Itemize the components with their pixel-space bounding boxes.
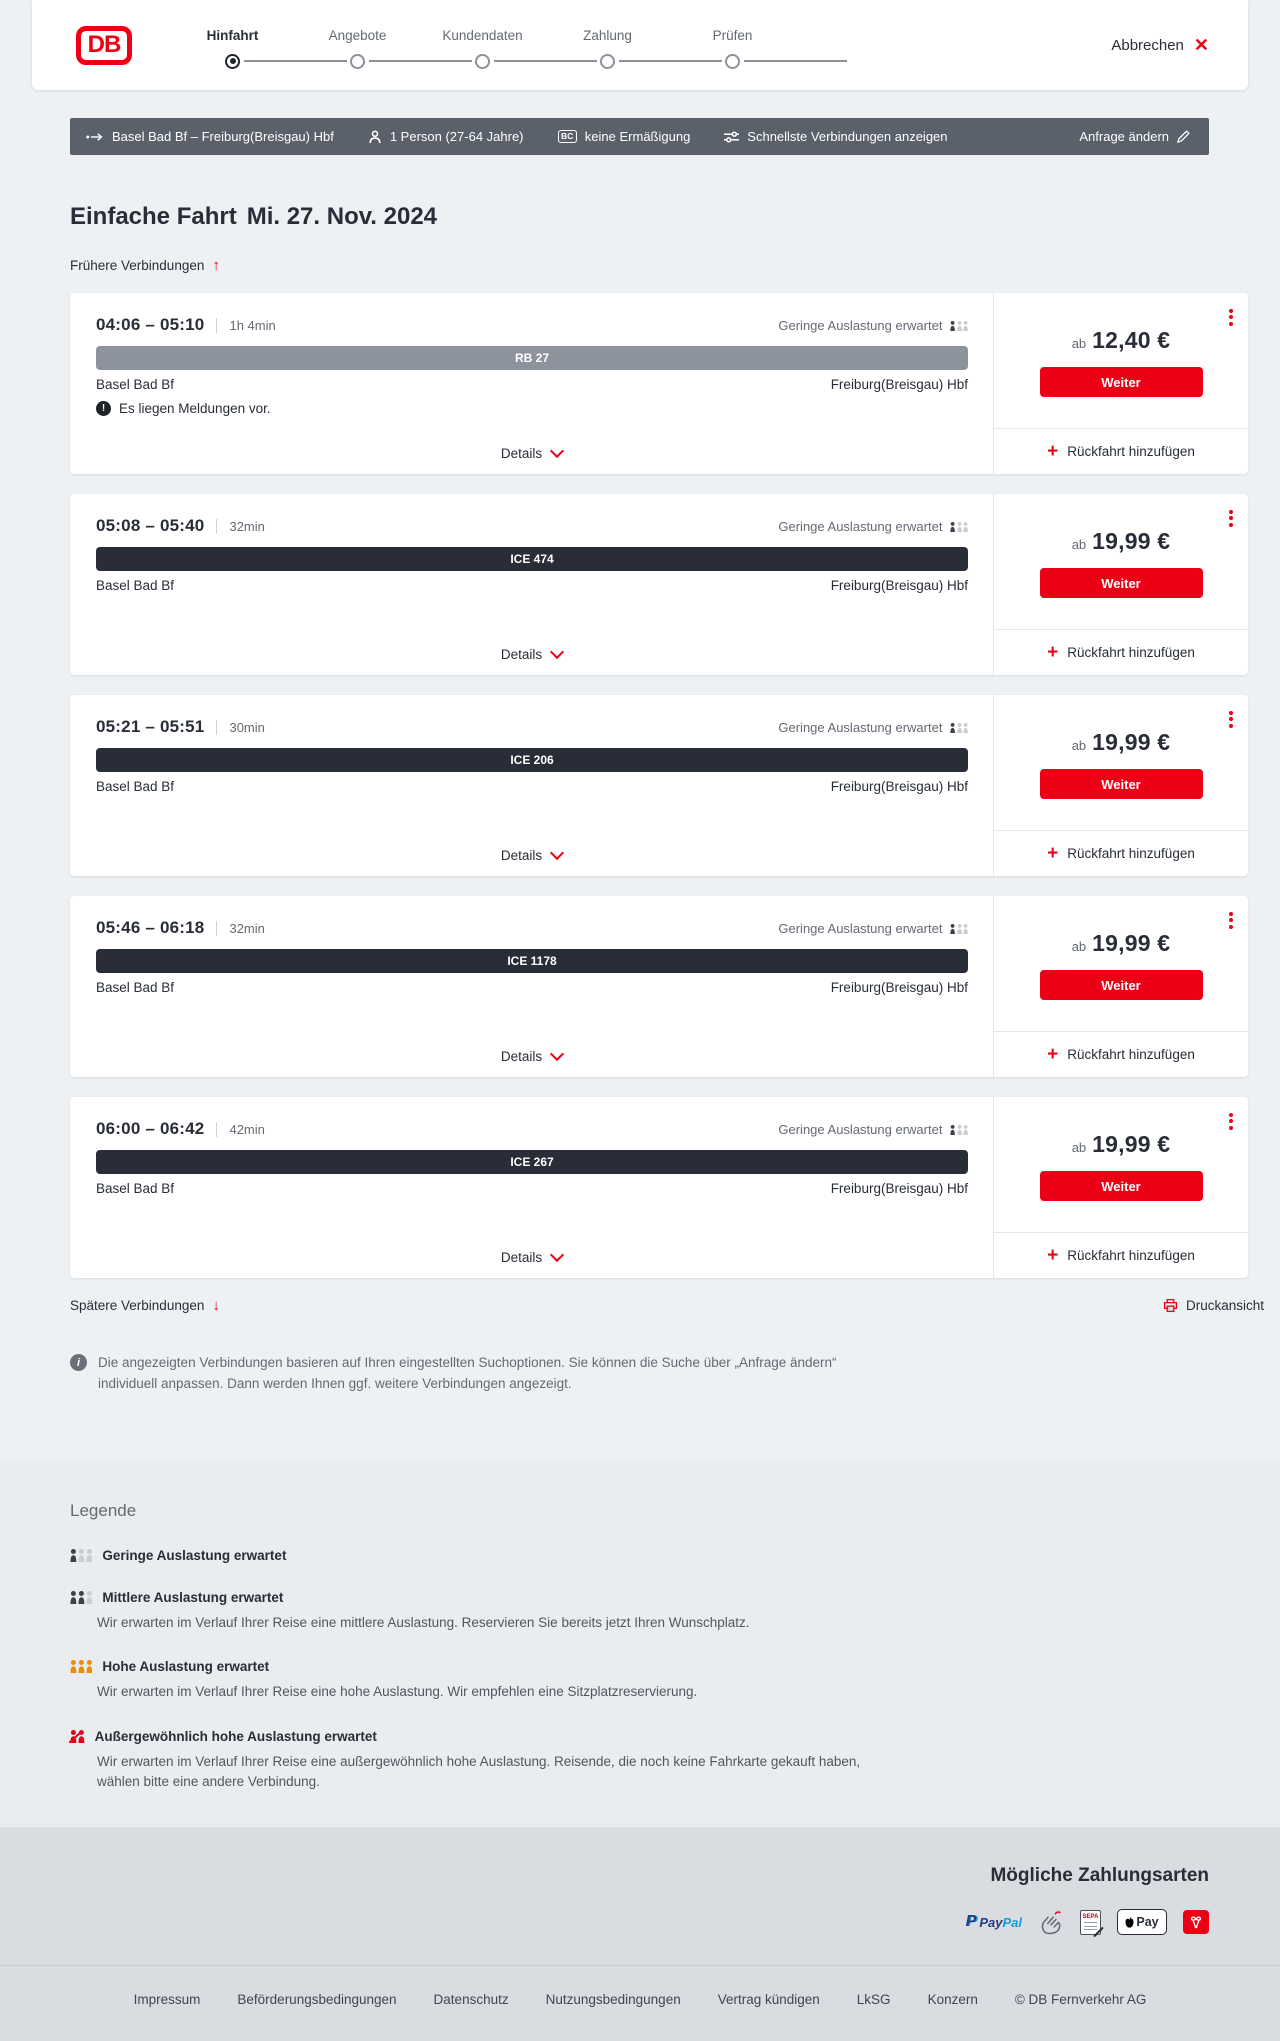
stations-row xyxy=(96,980,968,995)
details-label: Details xyxy=(500,1250,543,1265)
connection-card xyxy=(70,293,1248,474)
occupancy-indicator xyxy=(778,1122,968,1137)
price-amount: 19,99 € xyxy=(1092,528,1171,554)
connection-header-row xyxy=(96,717,968,737)
discount-label: keine Ermäßigung xyxy=(584,129,691,144)
stations-row xyxy=(96,779,968,794)
payments-title: Mögliche Zahlungsarten xyxy=(990,1865,1209,1887)
stations-row xyxy=(96,578,968,593)
price-block xyxy=(994,1131,1248,1158)
plus-icon: + xyxy=(1047,843,1059,864)
chevron-down-icon xyxy=(550,1248,564,1262)
db-voucher-icon xyxy=(1183,1910,1209,1934)
cancel-button[interactable] xyxy=(1111,36,1209,54)
apple-logo-icon xyxy=(1125,1917,1134,1928)
note-text: Die angezeigten Verbindungen basieren auf Ihren eingestellten Suchoptionen. Sie können die Suche über „Anfrage ändern“ individuell anpassen. Dann werden Ihnen ggf. weitere Verbindungen angezeigt. xyxy=(98,1355,837,1391)
train-number-label: ICE 1178 xyxy=(507,954,557,968)
step-label: Zahlung xyxy=(583,27,632,43)
stepper-step[interactable] xyxy=(170,26,295,69)
price-prefix: ab xyxy=(1071,1140,1087,1155)
step-label: Kundendaten xyxy=(442,27,523,43)
sliders-icon xyxy=(724,131,739,143)
destination-station: Freiburg(Breisgau) Hbf xyxy=(830,377,968,392)
price-amount: 19,99 € xyxy=(1092,729,1171,755)
legend-item xyxy=(70,1590,1210,1633)
occupancy-indicator xyxy=(778,720,968,735)
occupancy-icon xyxy=(950,723,968,733)
continue-button[interactable]: Weiter xyxy=(1040,769,1203,799)
fastest-connections-toggle[interactable] xyxy=(724,129,947,144)
details-toggle[interactable] xyxy=(70,647,993,662)
legend-item xyxy=(70,1548,1210,1563)
train-segment-bar[interactable] xyxy=(96,949,968,973)
occupancy-indicator xyxy=(778,921,968,936)
legend-label: Mittlere Auslastung erwartet xyxy=(102,1589,284,1605)
person-icon xyxy=(368,130,382,144)
connection-duration: 32min xyxy=(229,519,265,534)
add-return-button[interactable] xyxy=(994,831,1248,876)
step-label: Prüfen xyxy=(712,27,753,43)
footer-link[interactable]: Datenschutz xyxy=(433,1992,509,2008)
connection-card xyxy=(70,695,1248,876)
legend-title: Legende xyxy=(70,1500,137,1520)
occupancy-label: Geringe Auslastung erwartet xyxy=(778,720,943,735)
occupancy-icon xyxy=(70,1730,85,1743)
divider xyxy=(216,1122,217,1137)
price-panel xyxy=(993,293,1248,474)
footer-link[interactable]: Impressum xyxy=(133,1992,201,2008)
one-way-icon xyxy=(86,132,104,142)
occupancy-label: Geringe Auslastung erwartet xyxy=(778,921,943,936)
cancel-label: Abbrechen xyxy=(1111,36,1184,54)
connection-duration: 30min xyxy=(229,720,265,735)
price-amount: 19,99 € xyxy=(1092,930,1171,956)
add-return-label: Rückfahrt hinzufügen xyxy=(1067,444,1195,459)
price-block xyxy=(994,528,1248,555)
payments-section xyxy=(0,1827,1280,1965)
step-circle-icon xyxy=(600,54,615,69)
occupancy-icon xyxy=(950,522,968,532)
add-return-button[interactable] xyxy=(994,1233,1248,1278)
connection-time: 06:00 – 06:42 xyxy=(96,1119,205,1138)
step-circle-icon xyxy=(725,54,740,69)
connection-card xyxy=(70,1097,1248,1278)
legend-description: Wir erwarten im Verlauf Ihrer Reise eine außergewöhnlich hohe Auslastung. Reisende, die noch keine Fahrkarte gekauft haben, wählen bitte eine andere Verbindung. xyxy=(97,1753,861,1789)
divider xyxy=(216,519,217,534)
print-view-label: Druckansicht xyxy=(1185,1298,1264,1313)
divider xyxy=(216,720,217,735)
footer-link[interactable]: Nutzungsbedingungen xyxy=(545,1992,681,2008)
legend-item xyxy=(70,1729,1210,1791)
details-label: Details xyxy=(500,1049,543,1064)
connection-header-row xyxy=(96,918,968,938)
add-return-label: Rückfahrt hinzufügen xyxy=(1067,1047,1195,1062)
copyright: © DB Fernverkehr AG xyxy=(1014,1992,1147,2008)
print-view-button[interactable] xyxy=(1163,1298,1264,1313)
stepper-step[interactable] xyxy=(545,26,670,69)
details-toggle[interactable] xyxy=(70,446,993,461)
add-return-button[interactable] xyxy=(994,630,1248,675)
connection-time: 04:06 – 05:10 xyxy=(96,315,205,334)
fastest-label: Schnellste Verbindungen anzeigen xyxy=(747,129,948,144)
close-icon: ✕ xyxy=(1193,35,1209,55)
step-circle-icon xyxy=(350,54,365,69)
passengers-summary[interactable] xyxy=(368,129,524,144)
kebab-menu-icon[interactable] xyxy=(1227,907,1235,933)
train-number-label: ICE 267 xyxy=(510,1155,554,1169)
destination-station: Freiburg(Breisgau) Hbf xyxy=(830,578,968,593)
plus-icon: + xyxy=(1047,1245,1059,1266)
occupancy-indicator xyxy=(778,519,968,534)
connection-header-row xyxy=(96,1119,968,1139)
footer xyxy=(0,1965,1280,2041)
continue-button[interactable]: Weiter xyxy=(1040,970,1203,1000)
divider xyxy=(216,921,217,936)
results-content xyxy=(70,203,1264,1459)
destination-station: Freiburg(Breisgau) Hbf xyxy=(830,980,968,995)
connection-header-row xyxy=(96,516,968,536)
price-block xyxy=(994,327,1248,354)
checkout-header xyxy=(32,0,1248,90)
continue-button[interactable]: Weiter xyxy=(1040,367,1203,397)
price-prefix: ab xyxy=(1071,537,1087,552)
occupancy-indicator xyxy=(778,318,968,333)
price-amount: 12,40 € xyxy=(1092,327,1171,353)
step-label: Hinfahrt xyxy=(206,27,259,43)
kebab-menu-icon[interactable] xyxy=(1227,304,1235,330)
occupancy-icon xyxy=(950,321,968,331)
price-prefix: ab xyxy=(1071,939,1087,954)
legend-label: Geringe Auslastung erwartet xyxy=(102,1547,287,1563)
change-request-button[interactable] xyxy=(1079,129,1190,144)
train-number-label: ICE 474 xyxy=(510,552,554,566)
origin-station: Basel Bad Bf xyxy=(96,779,175,794)
price-block xyxy=(994,930,1248,957)
details-label: Details xyxy=(500,446,543,461)
occupancy-icon xyxy=(950,1125,968,1135)
change-request-label: Anfrage ändern xyxy=(1079,129,1169,144)
occupancy-icon xyxy=(70,1660,92,1673)
earlier-connections-button[interactable] xyxy=(70,258,220,273)
stepper-step[interactable] xyxy=(295,26,420,69)
chevron-down-icon xyxy=(550,1047,564,1061)
legend-item xyxy=(70,1659,1210,1702)
later-row xyxy=(70,1297,1264,1314)
stepper-step[interactable] xyxy=(420,26,545,69)
sepa-direct-debit-icon: SEPA xyxy=(1080,1910,1101,1935)
checkout-stepper xyxy=(170,26,795,69)
discount-summary[interactable] xyxy=(558,129,691,144)
info-icon: i xyxy=(70,1354,87,1371)
legend-label: Hohe Auslastung erwartet xyxy=(102,1659,270,1675)
notice-row xyxy=(96,401,968,416)
invoice-hand-icon xyxy=(1038,1909,1064,1935)
kebab-menu-icon[interactable] xyxy=(1227,1108,1235,1134)
add-return-button[interactable] xyxy=(994,429,1248,474)
arrow-down-icon: ↓ xyxy=(212,1297,220,1314)
stations-row xyxy=(96,1181,968,1196)
price-panel xyxy=(993,695,1248,876)
continue-button[interactable]: Weiter xyxy=(1040,1171,1203,1201)
search-summary-bar xyxy=(70,118,1209,155)
price-prefix: ab xyxy=(1071,336,1087,351)
connection-time: 05:08 – 05:40 xyxy=(96,516,205,535)
bahncard-icon: BC xyxy=(558,130,577,143)
details-toggle[interactable] xyxy=(70,848,993,863)
connection-time: 05:46 – 06:18 xyxy=(96,918,205,937)
add-return-label: Rückfahrt hinzufügen xyxy=(1067,846,1195,861)
chevron-down-icon xyxy=(550,444,564,458)
legend-description: Wir erwarten im Verlauf Ihrer Reise eine mittlere Auslastung. Reservieren Sie bereits jetzt Ihren Wunschplatz. xyxy=(97,1614,750,1630)
connection-main xyxy=(70,896,993,1077)
destination-station: Freiburg(Breisgau) Hbf xyxy=(830,1181,968,1196)
connection-header-row xyxy=(96,315,968,335)
payment-methods xyxy=(71,1909,1209,1935)
plus-icon: + xyxy=(1047,642,1059,663)
train-number-label: ICE 206 xyxy=(510,753,554,767)
price-panel xyxy=(993,896,1248,1077)
connection-duration: 32min xyxy=(229,921,265,936)
details-label: Details xyxy=(500,647,543,662)
kebab-menu-icon[interactable] xyxy=(1227,706,1235,732)
divider xyxy=(216,318,217,333)
connection-time: 05:21 – 05:51 xyxy=(96,717,205,736)
pencil-icon xyxy=(1177,130,1190,143)
printer-icon xyxy=(1163,1298,1178,1313)
db-logo: DB xyxy=(76,26,132,65)
origin-station: Basel Bad Bf xyxy=(96,578,175,593)
origin-station: Basel Bad Bf xyxy=(96,980,175,995)
paypal-icon: P PayPal xyxy=(965,1913,1022,1931)
occupancy-icon xyxy=(950,924,968,934)
connection-main xyxy=(70,293,993,474)
step-circle-icon xyxy=(475,54,490,69)
connection-card xyxy=(70,896,1248,1077)
later-connections-button[interactable] xyxy=(70,1298,220,1313)
chevron-down-icon xyxy=(550,645,564,659)
train-segment-bar[interactable] xyxy=(96,1150,968,1174)
chevron-down-icon xyxy=(550,846,564,860)
occupancy-label: Geringe Auslastung erwartet xyxy=(778,318,943,333)
connection-duration: 1h 4min xyxy=(229,318,276,333)
train-segment-bar[interactable] xyxy=(96,346,968,370)
trip-date: Mi. 27. Nov. 2024 xyxy=(246,203,438,230)
route-summary[interactable] xyxy=(86,129,334,144)
destination-station: Freiburg(Breisgau) Hbf xyxy=(830,779,968,794)
search-options-note xyxy=(70,1353,1248,1459)
step-circle-icon xyxy=(225,54,240,69)
details-toggle[interactable] xyxy=(70,1049,993,1064)
page-title xyxy=(70,203,1248,231)
details-toggle[interactable] xyxy=(70,1250,993,1265)
apple-pay-icon: Pay xyxy=(1117,1909,1167,1935)
connection-main xyxy=(70,1097,993,1278)
arrow-up-icon: ↑ xyxy=(212,257,220,274)
plus-icon: + xyxy=(1047,1044,1059,1065)
train-segment-bar[interactable] xyxy=(96,748,968,772)
legend-label: Außergewöhnlich hohe Auslastung erwartet xyxy=(94,1728,377,1744)
connection-card xyxy=(70,494,1248,675)
stepper-step[interactable] xyxy=(670,26,795,69)
price-panel xyxy=(993,1097,1248,1278)
add-return-label: Rückfahrt hinzufügen xyxy=(1067,1248,1195,1263)
price-prefix: ab xyxy=(1071,738,1087,753)
plus-icon: + xyxy=(1047,441,1059,462)
later-connections-label: Spätere Verbindungen xyxy=(70,1298,205,1313)
add-return-label: Rückfahrt hinzufügen xyxy=(1067,645,1195,660)
origin-station: Basel Bad Bf xyxy=(96,377,175,392)
footer-link[interactable]: LkSG xyxy=(856,1992,891,2008)
stations-row xyxy=(96,377,968,392)
alert-icon: ! xyxy=(96,401,111,416)
train-number-label: RB 27 xyxy=(514,351,549,365)
footer-link[interactable]: Beförderungsbedingungen xyxy=(237,1992,397,2008)
footer-link[interactable]: Vertrag kündigen xyxy=(717,1992,820,2008)
add-return-button[interactable] xyxy=(994,1032,1248,1077)
trip-type: Einfache Fahrt xyxy=(70,203,237,230)
continue-button[interactable]: Weiter xyxy=(1040,568,1203,598)
connection-duration: 42min xyxy=(229,1122,265,1137)
occupancy-icon xyxy=(70,1549,92,1562)
origin-station: Basel Bad Bf xyxy=(96,1181,175,1196)
train-segment-bar[interactable] xyxy=(96,547,968,571)
price-block xyxy=(994,729,1248,756)
route-label: Basel Bad Bf – Freiburg(Breisgau) Hbf xyxy=(112,129,334,144)
step-label: Angebote xyxy=(328,27,387,43)
occupancy-label: Geringe Auslastung erwartet xyxy=(778,1122,943,1137)
footer-link[interactable]: Konzern xyxy=(927,1992,978,2008)
legend-section xyxy=(0,1459,1280,1827)
details-label: Details xyxy=(500,848,543,863)
kebab-menu-icon[interactable] xyxy=(1227,505,1235,531)
price-panel xyxy=(993,494,1248,675)
notice-text: Es liegen Meldungen vor. xyxy=(119,401,271,416)
legend-description: Wir erwarten im Verlauf Ihrer Reise eine hohe Auslastung. Wir empfehlen eine Sitzplatzreservierung. xyxy=(97,1684,698,1700)
passengers-label: 1 Person (27-64 Jahre) xyxy=(389,129,524,144)
connection-main xyxy=(70,695,993,876)
earlier-connections-label: Frühere Verbindungen xyxy=(70,258,205,273)
connection-main xyxy=(70,494,993,675)
connections-list xyxy=(70,293,1248,1278)
occupancy-icon xyxy=(70,1591,92,1604)
occupancy-label: Geringe Auslastung erwartet xyxy=(778,519,943,534)
price-amount: 19,99 € xyxy=(1092,1131,1171,1157)
